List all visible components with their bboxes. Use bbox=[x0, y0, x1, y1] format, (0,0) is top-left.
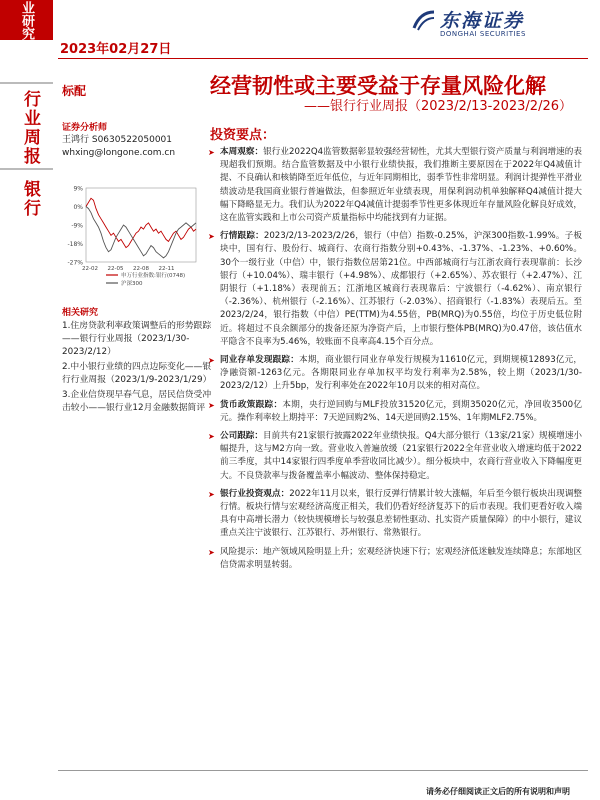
rating-label: 标配 bbox=[62, 84, 87, 98]
footer-disclaimer: 请务必仔细阅读正文后的所有说明和声明 bbox=[426, 787, 570, 796]
highlight-text: 2023/2/13-2023/2/26，银行（中信）指数-0.25%，沪深300指数-1.99%。子板块中，国有行、股份行、城商行、农商行指数分别+0.43%、-1.37%、-1.23%、+0.60%。30个一级行业（中信）中，银行指数位居第21位。中西部城商行与江浙农商行表现靠前：长沙银行（+10.04%）、瑞丰银行（+4.98%）、成都银行（+2.65%）、苏农银行（+2.47%）、江阴银行（+1.18%）表现前五；江浙地区城商行表现靠后：宁波银行（-4.62%）、南京银行（-2.36%）、杭州银行（-2.16%）、江苏银行（-2.03%）、招商银行（-1.83%）表现后五。至2023/2/24，银行指数（中信）PE(TTM)为4.55倍，PB(MRQ)为0.55倍，均位于历史低位附近。将超过不良余额部分的拨备还原为净资产后，上市银行整体PB(MRQ)为0.47倍，该估值水平隐含不良率为5.46%，较账面不良率高4.15个百分点。 bbox=[220, 231, 582, 347]
band-top-label: 业研究 bbox=[0, 0, 53, 40]
report-date: 2023年02月27日 bbox=[60, 42, 172, 57]
logo-mark-icon bbox=[412, 8, 436, 32]
x-tick-label: 22-08 bbox=[133, 266, 149, 272]
related-research-list bbox=[62, 320, 212, 417]
arrow-icon: ➤ bbox=[208, 400, 215, 410]
highlight-label: 货币政策跟踪： bbox=[220, 399, 283, 410]
band-mid-label: 行业周报 bbox=[20, 90, 40, 166]
highlight-item bbox=[208, 146, 582, 225]
highlight-item bbox=[208, 399, 582, 425]
highlight-text: 银行业2022Q4监管数据彰显较强经营韧性，尤其大型银行资产质量与利润增速的表现超我们预期。结合监管数据及中小银行业绩快报，我们推断主要原因在于2022年Q4减值计提、不良确认和核销降至近年低位，与近年同期相比，弱季节性非常明显。利润计提弹性平滑业绩波动是我国商业银行普遍做法，但参照近年业绩表现，用保利润动机单独解释Q4减值计提大幅下降略显无力。我们认为2022年Q4减值计提弱季节性更多体现近年存量风险化解良好成效，这在监管实践和上市公司资产质量指标中均能找到有力证据。 bbox=[220, 147, 582, 224]
y-tick-label: 0% bbox=[73, 204, 83, 211]
series-line-0 bbox=[86, 198, 196, 247]
highlight-text: 本期，商业银行同业存单发行规模为11610亿元，到期规模12893亿元，净融资额-1263亿元。各期限同业存单加权平均发行利率为2.58%，较上期（2023/1/30-2023/2/12）上升5bp，发行利率处在2022年10月以来的相对高位。 bbox=[220, 355, 582, 392]
y-tick-label: -9% bbox=[71, 222, 83, 230]
analyst-heading: 证券分析师 bbox=[62, 123, 108, 133]
analyst-email: whxing@longone.com.cn bbox=[62, 148, 176, 158]
report-title: 经营韧性或主要受益于存量风险化解 bbox=[210, 74, 546, 98]
highlights-heading: 投资要点： bbox=[210, 128, 276, 143]
highlight-label: 本周观察： bbox=[220, 147, 264, 157]
highlight-item bbox=[208, 430, 582, 483]
highlight-text: 风险提示：地产领域风险明显上升；宏观经济快速下行；宏观经济低迷触发连续降息；东部地区信贷需求明显转弱。 bbox=[220, 546, 582, 570]
arrow-icon: ➤ bbox=[208, 148, 215, 157]
highlight-label: 行情跟踪： bbox=[220, 231, 264, 242]
logo-text-zh: 东海证券 bbox=[440, 10, 525, 32]
report-subtitle: ——银行行业周报（2023/2/13-2023/2/26） bbox=[303, 99, 572, 114]
highlights-list bbox=[208, 146, 582, 577]
x-tick-label: 22-02 bbox=[82, 266, 98, 272]
arrow-icon: ➤ bbox=[208, 432, 215, 442]
y-tick-label: 9% bbox=[73, 185, 83, 193]
related-research-heading: 相关研究 bbox=[62, 308, 99, 318]
highlight-item bbox=[208, 546, 582, 572]
arrow-icon: ➤ bbox=[208, 232, 215, 242]
y-tick-label: -18% bbox=[67, 241, 83, 248]
band-divider bbox=[0, 168, 53, 170]
logo-text-en: DONGHAI SECURITIES bbox=[440, 30, 526, 38]
analyst-info bbox=[62, 134, 175, 160]
highlight-item bbox=[208, 230, 582, 349]
related-item[interactable]: 2.中小银行业绩的四点边际变化——银行行业周报（2023/1/9-2023/1/29） bbox=[62, 362, 212, 385]
performance-chart bbox=[60, 180, 200, 295]
series-line-1 bbox=[86, 207, 196, 258]
y-tick-label: -27% bbox=[67, 259, 83, 267]
legend-label: 申万行业指数:银行(0748) bbox=[121, 273, 186, 279]
arrow-icon: ➤ bbox=[208, 489, 215, 499]
footer-divider bbox=[58, 770, 588, 771]
highlight-text: 2022年11月以来，银行反弹行情累计较大涨幅，年后至今银行板块出现调整行情。板块行情与宏观经济高度正相关，我们仍看好经济复苏下的后市表现。我们更看好收入端具有中高增长潜力（较快规模增长与较强息差韧性驱动、扎实资产质量保障）的中小银行，建议重点关注宁波银行、江苏银行、苏州银行、常熟银行。 bbox=[220, 488, 582, 539]
band-divider bbox=[0, 82, 53, 84]
legend-label: 沪深300 bbox=[121, 281, 143, 287]
highlight-text: 目前共有21家银行披露2022年业绩快报。Q4大部分银行（13家/21家）规模增速小幅提升，这与M2方向一致。营业收入普遍放缓（21家银行2022全年营业收入增速均低于2022前三季度，其中14家银行四季度单季营收同比减少）。细分板块中，农商行营业收入下降幅度更大。不良贷款率与拨备覆盖率小幅波动、整体保持稳定。 bbox=[220, 431, 583, 481]
company-logo bbox=[412, 6, 572, 42]
analyst-name-line: 王鸿行 S0630522050001 bbox=[62, 135, 173, 145]
highlight-label: 同业存单发现跟踪： bbox=[220, 355, 299, 366]
related-item[interactable]: 3.企业信贷现早春气息，居民信贷受冲击较小——银行业12月金融数据简评 bbox=[62, 390, 212, 413]
related-item[interactable]: 1.住房贷款利率政策调整后的形势跟踪——银行行业周报（2023/1/30-2023/2/12） bbox=[62, 321, 212, 357]
highlight-text: 本期，央行逆回购与MLF投放31520亿元，到期35020亿元，净回收3500亿元。操作利率较上期持平：7天逆回购2%、14天逆回购2.15%、1年期MLF2.75%。 bbox=[220, 399, 582, 423]
band-low-label: 银行 bbox=[20, 180, 40, 218]
x-tick-label: 22-05 bbox=[107, 266, 124, 272]
highlight-item bbox=[208, 488, 582, 541]
highlight-label: 公司跟踪： bbox=[220, 431, 263, 442]
left-band bbox=[0, 0, 53, 800]
highlight-item bbox=[208, 354, 582, 394]
highlight-label: 银行业投资观点： bbox=[220, 488, 290, 499]
header-divider bbox=[58, 58, 588, 59]
arrow-icon: ➤ bbox=[208, 356, 215, 366]
x-tick-label: 22-11 bbox=[158, 266, 175, 272]
arrow-icon: ➤ bbox=[208, 547, 215, 557]
